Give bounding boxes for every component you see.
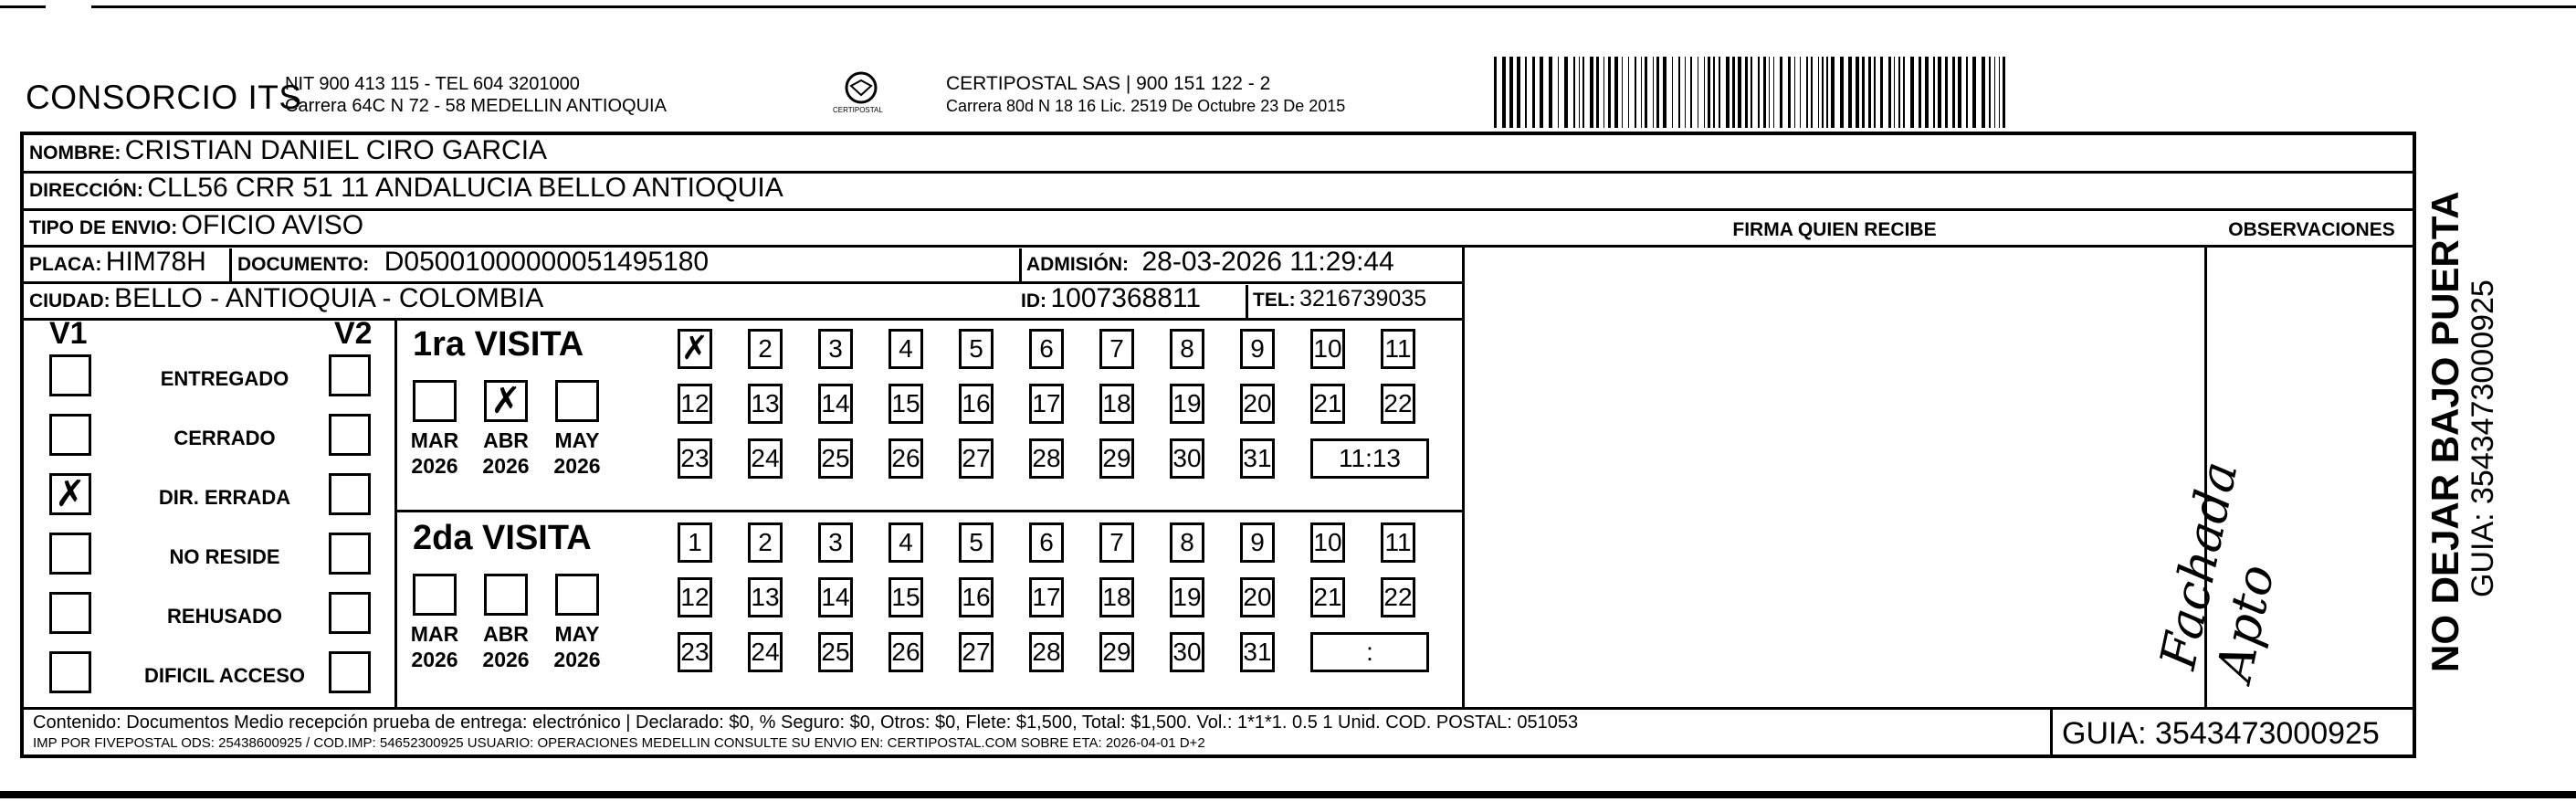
firma-header: FIRMA QUIEN RECIBE	[1732, 219, 1937, 240]
day-box[interactable]: 10	[1310, 522, 1345, 563]
status-v1-checkbox[interactable]	[49, 354, 91, 396]
day-box[interactable]: 4	[888, 522, 923, 563]
day-box[interactable]: 11	[1381, 522, 1415, 563]
barcode-bar	[1910, 57, 1914, 128]
day-box[interactable]: 3	[818, 329, 853, 369]
barcode-bar	[1656, 57, 1659, 128]
barcode-bar	[1925, 57, 1929, 128]
admision-field	[1026, 247, 1394, 278]
admision-value: 28-03-2026 11:29:44	[1141, 247, 1394, 277]
status-v2-checkbox[interactable]	[329, 354, 371, 396]
day-box[interactable]: 4	[888, 329, 923, 369]
barcode-bar	[1678, 57, 1680, 128]
day-box[interactable]: 3	[818, 522, 853, 563]
day-box[interactable]: 21	[1310, 384, 1345, 424]
barcode-bar	[1874, 57, 1876, 128]
footer-line-1: Contenido: Documentos Medio recepción prueba de entrega: electrónico | Declarado: $0, % Seguro: $0, Otros: $0, Flete: $1,500, Total: $1,500. Vol.: 1*1*1. 0.5 1 Unid. COD. POSTAL: 051053	[33, 712, 1579, 733]
day-box[interactable]: 12	[678, 384, 712, 424]
barcode-bar	[1818, 57, 1819, 128]
day-box[interactable]: 2	[748, 329, 783, 369]
barcode-bar	[1952, 57, 1955, 128]
barcode-bar	[1690, 57, 1692, 128]
barcode-bar	[1502, 57, 1506, 128]
ciudad-field	[29, 283, 543, 314]
day-box[interactable]: 12	[678, 577, 712, 617]
barcode-bar	[1994, 57, 1995, 128]
barcode-bar	[1635, 57, 1636, 128]
month-name: MAR	[410, 622, 459, 646]
day-box[interactable]: 8	[1170, 329, 1204, 369]
barcode-bar	[1751, 57, 1752, 128]
company-info	[285, 73, 667, 117]
barcode-bar	[1989, 57, 1991, 128]
check-mark-icon: ✗	[680, 330, 710, 367]
barcode-bar	[1811, 57, 1813, 128]
barcode-bar	[1826, 57, 1828, 128]
direccion-row	[29, 173, 783, 204]
day-box[interactable]: 22	[1381, 384, 1415, 424]
day-box[interactable]: 17	[1029, 577, 1064, 617]
status-label: REHUSADO	[167, 605, 282, 628]
id-field	[1021, 283, 1201, 314]
check-mark-icon: ✗	[490, 380, 521, 422]
barcode-bar	[1719, 57, 1720, 128]
barcode-bar	[1773, 57, 1774, 128]
top-rule	[91, 5, 2576, 8]
barcode-bar	[1622, 57, 1623, 128]
status-label: NO RESIDE	[169, 545, 280, 568]
day-box[interactable]: 26	[888, 438, 923, 479]
day-box[interactable]	[678, 329, 712, 369]
day-box[interactable]: 20	[1240, 577, 1275, 617]
day-box[interactable]: 19	[1170, 384, 1204, 424]
day-box[interactable]: 14	[818, 384, 853, 424]
barcode-bar	[1549, 57, 1552, 128]
month-name: MAY	[554, 622, 600, 646]
barcode-bar	[1713, 57, 1715, 128]
day-box[interactable]: 29	[1099, 632, 1134, 672]
day-box[interactable]: 21	[1310, 577, 1345, 617]
barcode-bar	[1780, 57, 1782, 128]
day-box[interactable]: 27	[959, 438, 994, 479]
visit1-title: 1ra VISITA	[413, 325, 584, 364]
barcode-bar	[1582, 57, 1584, 128]
nombre-value: CRISTIAN DANIEL CIRO GARCIA	[124, 135, 548, 165]
month-name: MAY	[554, 428, 600, 452]
footer-guia: GUIA: 3543473000925	[2062, 716, 2380, 751]
day-box[interactable]: 13	[748, 577, 783, 617]
barcode-bar	[1525, 57, 1527, 128]
barcode-bar	[1903, 57, 1905, 128]
month-year: 2026	[553, 454, 601, 478]
barcode-bar	[1540, 57, 1543, 128]
day-box[interactable]: 7	[1099, 329, 1134, 369]
v1-label: V1	[49, 316, 88, 351]
day-box[interactable]: 14	[818, 577, 853, 617]
month-label	[407, 621, 462, 672]
status-v2-checkbox[interactable]	[329, 414, 371, 456]
month-year: 2026	[482, 454, 530, 478]
barcode-bar	[1800, 57, 1801, 128]
tipo-label: TIPO DE ENVIO:	[29, 217, 178, 238]
delivery-form	[20, 132, 2416, 758]
month-label	[478, 427, 533, 479]
barcode-bar	[1945, 57, 1948, 128]
barcode-bar	[1641, 57, 1642, 128]
barcode-bar	[1494, 57, 1497, 128]
barcode-bar	[2003, 57, 2005, 128]
day-box[interactable]: 15	[888, 577, 923, 617]
barcode-bar	[1822, 57, 1824, 128]
status-v1-checkbox[interactable]	[49, 473, 91, 515]
barcode-bar	[1880, 57, 1883, 128]
footer-line-2: IMP POR FIVEPOSTAL ODS: 25438600925 / COD.IMP: 54652300925 USUARIO: OPERACIONES MEDELLIN CONSULTE SU ENVIO EN: CERTIPOSTAL.COM SOBRE ETA: 2026-04-01 D+2	[33, 735, 1205, 751]
barcode-bar	[1704, 57, 1705, 128]
tel-label: TEL:	[1253, 290, 1296, 311]
month-checkbox[interactable]	[413, 574, 457, 616]
barcode-bar	[1672, 57, 1673, 128]
month-name: MAR	[410, 428, 459, 452]
day-box[interactable]: 19	[1170, 577, 1204, 617]
month-year: 2026	[553, 648, 601, 671]
carrier-line-2: Carrera 80d N 18 16 Lic. 2519 De Octubre 23 De 2015	[946, 97, 1346, 115]
barcode-bar	[1788, 57, 1791, 128]
barcode-bar	[1898, 57, 1900, 128]
tipo-row	[29, 210, 363, 241]
documento-value: D05001000000051495180	[384, 247, 710, 277]
bottom-rule	[0, 791, 2576, 798]
day-box[interactable]: 27	[959, 632, 994, 672]
barcode-bar	[1663, 57, 1667, 128]
barcode-bar	[1573, 57, 1575, 128]
barcode-bar	[1509, 57, 1513, 128]
ciudad-label: CIUDAD:	[29, 290, 110, 311]
barcode-bar	[1685, 57, 1686, 128]
direccion-label: DIRECCIÓN:	[29, 180, 143, 201]
month-label	[407, 427, 462, 479]
barcode-bar	[1982, 57, 1985, 128]
day-box[interactable]: 24	[748, 438, 783, 479]
barcode-bar	[1608, 57, 1611, 128]
day-box[interactable]: 31	[1240, 438, 1275, 479]
barcode-bar	[1958, 57, 1961, 128]
barcode-bar	[1806, 57, 1808, 128]
month-year: 2026	[411, 648, 458, 671]
barcode-bar	[1732, 57, 1735, 128]
day-box[interactable]: 5	[959, 329, 994, 369]
barcode-bar	[1763, 57, 1766, 128]
barcode-bar	[1933, 57, 1935, 128]
day-box[interactable]: 25	[818, 632, 853, 672]
certipostal-logo	[838, 69, 884, 110]
visit2-title: 2da VISITA	[413, 519, 592, 557]
day-box[interactable]: 7	[1099, 522, 1134, 563]
status-label: DIFICIL ACCESO	[143, 664, 305, 687]
barcode-bar	[1848, 57, 1852, 128]
day-box[interactable]: 8	[1170, 522, 1204, 563]
barcode-bar	[1840, 57, 1844, 128]
month-label	[478, 621, 533, 672]
direccion-value: CLL56 CRR 51 11 ANDALUCIA BELLO ANTIOQUIA	[147, 173, 783, 203]
barcode-bar	[1564, 57, 1568, 128]
day-box[interactable]: 28	[1029, 438, 1064, 479]
observaciones-header: OBSERVACIONES	[2228, 219, 2395, 240]
barcode-bar	[1628, 57, 1629, 128]
month-year: 2026	[482, 648, 530, 671]
barcode-bar	[1708, 57, 1710, 128]
v2-label: V2	[334, 316, 373, 351]
barcode-bar	[1972, 57, 1976, 128]
day-box[interactable]: 18	[1099, 384, 1134, 424]
day-box[interactable]: 10	[1310, 329, 1345, 369]
documento-label: DOCUMENTO:	[237, 254, 370, 275]
nombre-row	[29, 135, 547, 166]
day-box[interactable]: 24	[748, 632, 783, 672]
month-label	[550, 427, 605, 479]
status-v1-checkbox[interactable]	[49, 533, 91, 575]
day-box[interactable]: 29	[1099, 438, 1134, 479]
month-label	[550, 621, 605, 672]
day-box[interactable]: 23	[678, 632, 712, 672]
day-box[interactable]: 9	[1240, 329, 1275, 369]
month-checkbox[interactable]	[555, 380, 599, 422]
barcode-bar	[1938, 57, 1941, 128]
barcode-bar	[1894, 57, 1895, 128]
month-checkbox[interactable]	[484, 574, 528, 616]
day-box[interactable]: 6	[1029, 522, 1064, 563]
tipo-value: OFICIO AVISO	[181, 210, 364, 240]
tel-field	[1253, 286, 1426, 312]
status-v2-checkbox[interactable]	[329, 651, 371, 693]
nombre-label: NOMBRE:	[29, 142, 121, 164]
placa-field	[29, 247, 206, 278]
barcode-bar	[1888, 57, 1891, 128]
month-checkbox[interactable]	[555, 574, 599, 616]
month-checkbox[interactable]	[484, 380, 528, 422]
barcode-bar	[1517, 57, 1520, 128]
barcode-bar	[1558, 57, 1559, 128]
documento-field	[237, 247, 709, 278]
barcode-bar	[1614, 57, 1618, 128]
barcode-bar	[1758, 57, 1760, 128]
day-box[interactable]: 30	[1170, 632, 1204, 672]
day-box[interactable]: 1	[678, 522, 712, 563]
placa-label: PLACA:	[29, 254, 102, 275]
month-name: ABR	[483, 622, 529, 646]
carrier-info	[946, 73, 1345, 117]
day-box[interactable]: 31	[1240, 632, 1275, 672]
day-box[interactable]: 2	[748, 522, 783, 563]
day-box[interactable]: 20	[1240, 384, 1275, 424]
status-v1-checkbox[interactable]	[49, 592, 91, 634]
status-v1-checkbox[interactable]	[49, 651, 91, 693]
time-box[interactable]: 11:13	[1310, 438, 1429, 479]
status-v2-checkbox[interactable]	[329, 592, 371, 634]
day-box[interactable]: 28	[1029, 632, 1064, 672]
time-box[interactable]: :	[1310, 632, 1429, 672]
barcode-bar	[1532, 57, 1535, 128]
top-rule-left	[0, 5, 46, 8]
barcode-bar	[1862, 57, 1865, 128]
day-box[interactable]: 17	[1029, 384, 1064, 424]
admision-label: ADMISIÓN:	[1026, 254, 1129, 275]
barcode-bar	[1919, 57, 1921, 128]
barcode-bar	[1590, 57, 1593, 128]
day-box[interactable]: 22	[1381, 577, 1415, 617]
side-guia: GUIA: 3543473000925	[2466, 280, 2500, 597]
month-year: 2026	[411, 454, 458, 478]
day-box[interactable]: 18	[1099, 577, 1134, 617]
barcode-bar	[1745, 57, 1748, 128]
barcode-bar	[1726, 57, 1730, 128]
day-box[interactable]: 16	[959, 577, 994, 617]
ciudad-value: BELLO - ANTIOQUIA - COLOMBIA	[114, 283, 544, 313]
check-mark-icon: ✗	[55, 473, 86, 515]
status-label: DIR. ERRADA	[158, 486, 291, 509]
status-label: CERRADO	[173, 427, 276, 449]
day-box[interactable]: 5	[959, 522, 994, 563]
day-box[interactable]: 23	[678, 438, 712, 479]
logo-text: CERTIPOSTAL	[833, 106, 883, 114]
barcode-bar	[1738, 57, 1741, 128]
day-box[interactable]: 15	[888, 384, 923, 424]
company-line-1: NIT 900 413 115 - TEL 604 3201000	[285, 74, 580, 94]
barcode-bar	[1794, 57, 1795, 128]
barcode-bar	[1999, 57, 2000, 128]
placa-value: HIM78H	[105, 247, 206, 277]
observation-note: Fachada Apto	[2149, 456, 2287, 686]
status-v1-checkbox[interactable]	[49, 414, 91, 456]
barcode-bar	[1603, 57, 1604, 128]
day-box[interactable]: 25	[818, 438, 853, 479]
barcode-bar	[1769, 57, 1770, 128]
status-v2-checkbox[interactable]	[329, 533, 371, 575]
carrier-line-1: CERTIPOSTAL SAS | 900 151 122 - 2	[946, 73, 1271, 94]
barcode-bar	[1596, 57, 1599, 128]
month-checkbox[interactable]	[413, 380, 457, 422]
day-box[interactable]: 26	[888, 632, 923, 672]
day-box[interactable]: 16	[959, 384, 994, 424]
barcode	[1494, 57, 2224, 128]
day-box[interactable]: 13	[748, 384, 783, 424]
barcode-bar	[1868, 57, 1871, 128]
barcode-bar	[1966, 57, 1968, 128]
company-line-2: Carrera 64C N 72 - 58 MEDELLIN ANTIOQUIA	[285, 96, 667, 116]
month-name: ABR	[483, 428, 529, 452]
day-box[interactable]: 30	[1170, 438, 1204, 479]
barcode-bar	[1653, 57, 1654, 128]
barcode-bar	[1645, 57, 1647, 128]
id-label: ID:	[1021, 290, 1046, 311]
day-box[interactable]: 9	[1240, 522, 1275, 563]
status-label: ENTREGADO	[160, 367, 289, 390]
day-box[interactable]: 11	[1381, 329, 1415, 369]
company-name: CONSORCIO ITS	[26, 79, 302, 116]
side-warning: NO DEJAR BAJO PUERTA	[2424, 191, 2466, 672]
status-v2-checkbox[interactable]	[329, 473, 371, 515]
barcode-bar	[1831, 57, 1835, 128]
barcode-bar	[1579, 57, 1580, 128]
tel-value: 3216739035	[1299, 286, 1427, 311]
day-box[interactable]: 6	[1029, 329, 1064, 369]
id-value: 1007368811	[1050, 283, 1202, 313]
barcode-bar	[1856, 57, 1859, 128]
